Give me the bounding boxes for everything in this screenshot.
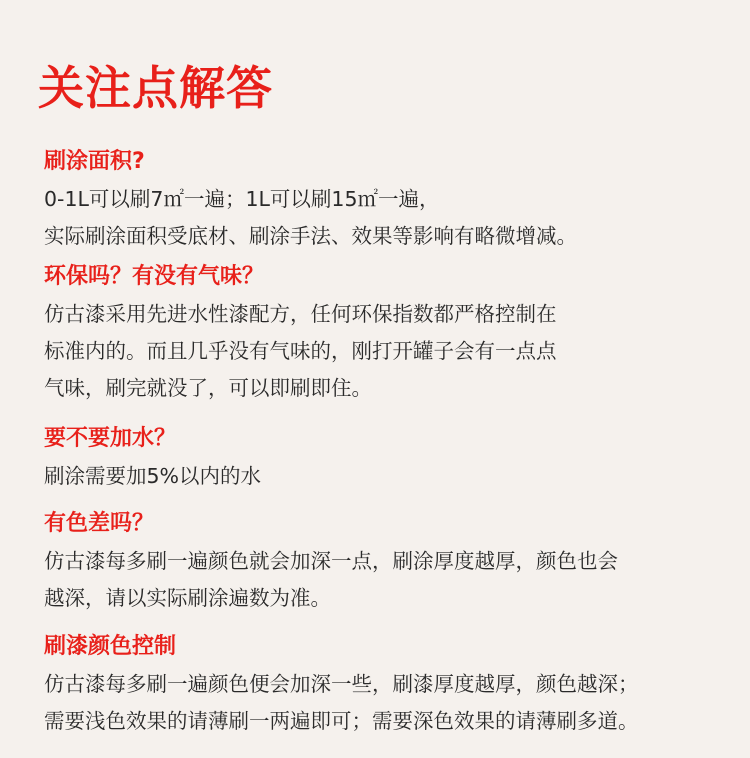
answer-line: 0-1L可以刷7㎡一遍；1L可以刷15㎡一遍，	[44, 187, 440, 211]
answer-line: 刷涂需要加5%以内的水	[44, 464, 262, 488]
faq-section-eco	[44, 262, 724, 407]
answer-line: 越深，请以实际刷涂遍数为准。	[44, 586, 331, 610]
question-color-diff: 有色差吗？	[44, 511, 155, 536]
faq-section-color-control	[44, 632, 724, 740]
answer-color-control	[44, 666, 724, 740]
answer-area	[44, 181, 724, 255]
answer-line: 仿古漆采用先进水性漆配方，任何环保指数都严格控制在	[44, 302, 557, 326]
question-color-control: 刷漆颜色控制	[44, 634, 177, 659]
answer-line: 实际刷涂面积受底材、刷涂手法、效果等影响有略微增减。	[44, 224, 577, 248]
answer-line: 需要浅色效果的请薄刷一两遍即可；需要深色效果的请薄刷多道。	[44, 709, 639, 733]
question-water: 要不要加水？	[44, 426, 177, 451]
answer-water	[44, 458, 724, 495]
question-area: 刷涂面积?	[44, 149, 145, 174]
question-eco: 环保吗？有没有气味？	[44, 264, 265, 289]
answer-color-diff	[44, 543, 724, 617]
answer-line: 标准内的。而且几乎没有气味的，刚打开罐子会有一点点	[44, 339, 557, 363]
answer-line: 仿古漆每多刷一遍颜色就会加深一点，刷涂厚度越厚，颜色也会	[44, 549, 618, 573]
answer-eco	[44, 296, 724, 407]
faq-section-area	[44, 147, 724, 255]
page-title: 关注点解答	[38, 61, 273, 115]
answer-line: 气味，刷完就没了，可以即刷即住。	[44, 376, 372, 400]
faq-section-color-diff	[44, 509, 724, 617]
faq-section-water	[44, 424, 724, 495]
answer-line: 仿古漆每多刷一遍颜色便会加深一些，刷漆厚度越厚，颜色越深；	[44, 672, 639, 696]
